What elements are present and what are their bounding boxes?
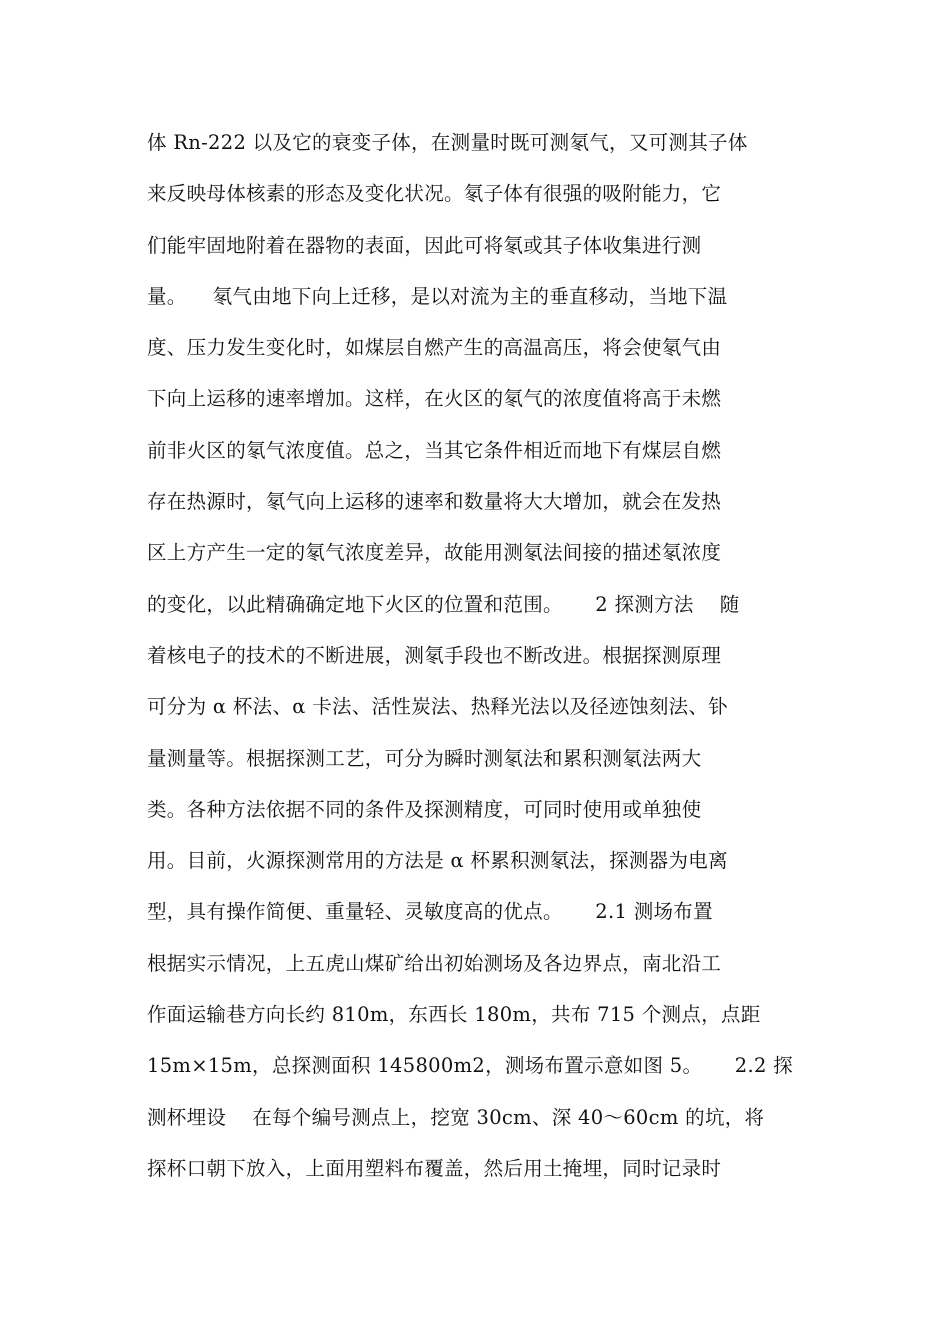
text-line: 根据实示情况，上五虎山煤矿给出初始测场及各边界点，南北沿工 [147,951,722,975]
text-line: 作面运输巷方向长约 810m，东西长 180m，共布 715 个测点，点距 [147,1003,761,1027]
text-line: 量。 氡气由地下向上迁移，是以对流为主的垂直移动，当地下温 [147,284,728,308]
text-line: 可分为 α 杯法、α 卡法、活性炭法、热释光法以及径迹蚀刻法、钋 [147,695,729,719]
body-text [147,117,807,1194]
text-line: 存在热源时，氡气向上运移的速率和数量将大大增加，就会在发热 [147,490,722,514]
text-line: 前非火区的氡气浓度值。总之，当其它条件相近而地下有煤层自燃 [147,438,722,462]
text-line: 型，具有操作简便、重量轻、灵敏度高的优点。 2.1 测场布置 [147,900,713,924]
text-line: 度、压力发生变化时，如煤层自燃产生的高温高压，将会使氡气由 [147,336,722,360]
text-line: 们能牢固地附着在器物的表面，因此可将氡或其子体收集进行测 [147,233,702,257]
text-line: 的变化，以此精确确定地下火区的位置和范围。 2 探测方法 随 [147,592,740,616]
text-line: 类。各种方法依据不同的条件及探测精度，可同时使用或单独使 [147,797,702,821]
text-line: 区上方产生一定的氡气浓度差异，故能用测氡法间接的描述氡浓度 [147,541,722,565]
text-line: 来反映母体核素的形态及变化状况。氡子体有很强的吸附能力，它 [147,182,722,206]
text-line: 用。目前，火源探测常用的方法是 α 杯累积测氡法，探测器为电离 [147,849,728,873]
text-line: 下向上运移的速率增加。这样，在火区的氡气的浓度值将高于未燃 [147,387,722,411]
text-line: 体 Rn-222 以及它的衰变子体，在测量时既可测氡气，又可测其子体 [147,131,748,154]
text-line: 着核电子的技术的不断进展，测氡手段也不断改进。根据探测原理 [147,643,722,667]
text-line: 测杯埋设 在每个编号测点上，挖宽 30cm、深 40～60cm 的坑，将 [147,1105,765,1129]
text-line: 探杯口朝下放入，上面用塑料布覆盖，然后用土掩埋，同时记录时 [147,1156,722,1180]
text-line: 量测量等。根据探测工艺，可分为瞬时测氡法和累积测氡法两大 [147,746,702,770]
text-line: 15m×15m，总探测面积 145800m2，测场布置示意如图 5。 2.2 探 [147,1054,793,1078]
